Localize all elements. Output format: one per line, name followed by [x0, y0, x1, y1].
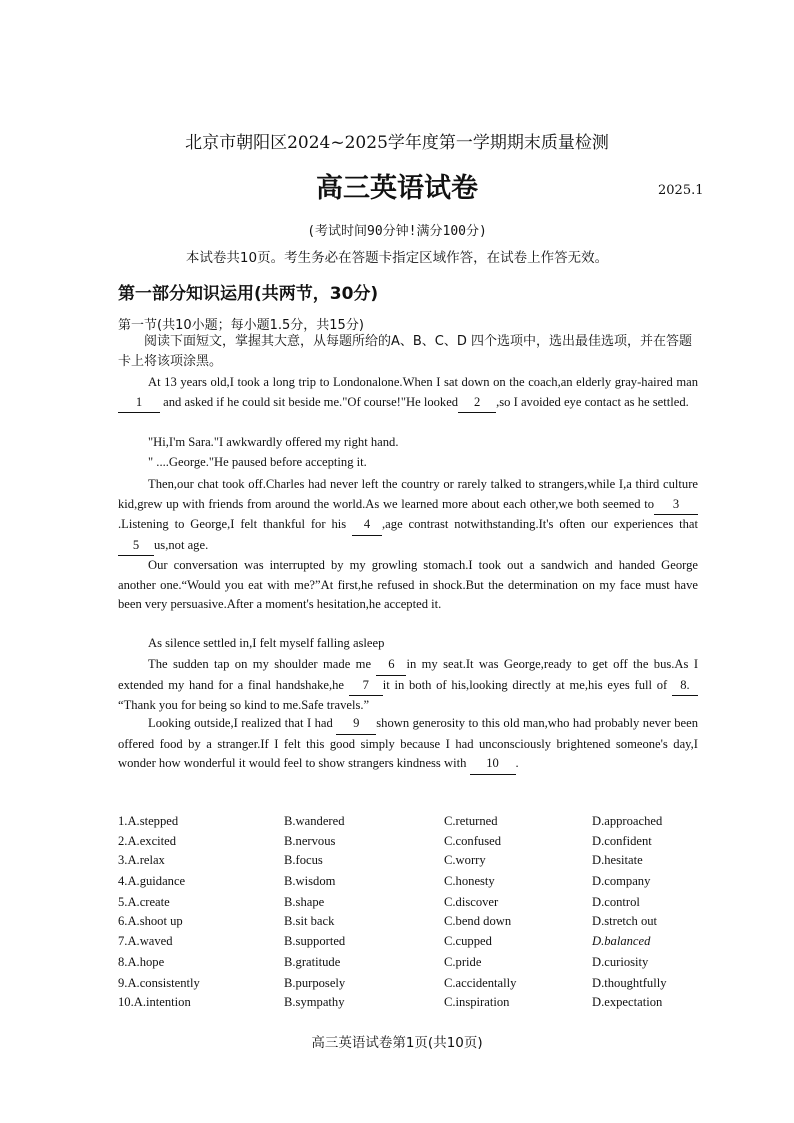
blank-5: 5 [118, 536, 154, 557]
option-b: B.focus [284, 853, 323, 867]
option-b: B.sit back [284, 914, 335, 928]
option-c: C.discover [444, 895, 499, 909]
option-c: C.worry [444, 853, 486, 867]
option-d: D.stretch out [592, 914, 658, 928]
option-a: 5.A.create [118, 895, 170, 909]
option-row-2 [118, 834, 698, 854]
option-d: D.hesitate [592, 853, 643, 867]
option-d: D.curiosity [592, 955, 649, 969]
option-d: D.approached [592, 814, 663, 828]
blank-2: 2 [458, 393, 496, 414]
exam-date: 2025.1 [658, 183, 704, 198]
passage-paragraph-3: " ....George."He paused before accepting it. [148, 455, 367, 469]
option-row-1 [118, 814, 698, 834]
option-a: 9.A.consistently [118, 976, 200, 990]
option-d: D.expectation [592, 995, 663, 1009]
option-a: 10.A.intention [118, 995, 191, 1009]
section-heading: 第一节(共10小题；每小题1.5分，共15分) [118, 318, 364, 333]
exam-timing: (考试时间90分钟!满分100分) [307, 224, 487, 239]
page-footer: 高三英语试卷第1页(共10页) [311, 1035, 483, 1051]
blank-10: 10 [470, 754, 516, 775]
passage-text: in my seat.It was George,ready to get off the bus.As I extended my hand for a final handshake,he [118, 657, 699, 692]
blank-3: 3 [654, 495, 698, 516]
part-heading: 第一部分知识运用(共两节，30分) [118, 284, 379, 304]
option-d: D.control [592, 895, 640, 909]
option-b: B.sympathy [284, 995, 345, 1009]
option-b: B.purposely [284, 976, 346, 990]
option-row-7 [118, 934, 698, 954]
option-b: B.shape [284, 895, 325, 909]
passage-text: ,age contrast notwithstanding.It's often our experiences that [382, 517, 698, 532]
option-a: 8.A.hope [118, 955, 165, 969]
passage-paragraph-4 [118, 475, 698, 556]
option-a: 1.A.stepped [118, 814, 179, 828]
exam-notice: 本试卷共10页。考生务必在答题卡指定区域作答，在试卷上作答无效。 [185, 250, 609, 266]
option-d: D.thoughtfully [592, 976, 667, 990]
passage-text: Looking outside,I realized that I had [148, 716, 337, 730]
option-d: D.balanced [592, 934, 651, 948]
blank-7: 7 [349, 676, 383, 697]
passage-text: shown generosity to this old man,who had probably never been offered food by a stranger.If I felt this good simply because I had unconsciously brightened someone's day,I wonder how wonderful it would feel to show strangers kindness with [118, 716, 698, 771]
option-d: D.confident [592, 834, 652, 848]
option-b: B.nervous [284, 834, 336, 848]
option-a: 6.A.shoot up [118, 914, 183, 928]
option-b: B.wandered [284, 814, 345, 828]
passage-paragraph-2: "Hi,I'm Sara."I awkwardly offered my right hand. [148, 435, 399, 449]
option-c: C.cupped [444, 934, 492, 948]
passage-text: ,so I avoided eye contact as he settled. [496, 394, 689, 409]
exam-title: 高三英语试卷 [316, 173, 478, 204]
option-row-6 [118, 914, 698, 934]
blank-8: 8. [672, 676, 698, 697]
option-c: C.confused [444, 834, 502, 848]
passage-text: “Thank you for being so kind to me.Safe travels.” [118, 698, 370, 713]
passage-text: The sudden tap on my shoulder made me [148, 657, 377, 671]
option-a: 3.A.relax [118, 853, 165, 867]
blank-9: 9 [336, 714, 376, 735]
instructions: 阅读下面短文，掌握其大意，从每题所给的A、B、C、D 四个选项中，选出最佳选项，并在答题卡上将该项涂黑。 [118, 334, 693, 369]
option-row-10 [118, 995, 698, 1015]
option-a: 7.A.waved [118, 934, 173, 948]
passage-paragraph-6: As silence settled in,I felt myself falling asleep [148, 636, 385, 650]
passage-text: .Listening to George,I felt thankful for his [118, 517, 353, 532]
option-c: C.accidentally [444, 976, 517, 990]
blank-1: 1 [118, 393, 160, 414]
exam-header: 北京市朝阳区2024~2025学年度第一学期期末质量检测 [185, 133, 609, 153]
option-c: C.pride [444, 955, 482, 969]
passage-paragraph-5: Our conversation was interrupted by my growling stomach.I took out a sandwich and handed George another one.“Would you eat with me?”At first,he refused in shock.But the determination on my face must have been very persuasive.After a moment's hesitation,he accepted it. [118, 558, 698, 612]
option-b: B.gratitude [284, 955, 341, 969]
option-c: C.returned [444, 814, 498, 828]
option-row-4 [118, 874, 698, 894]
option-d: D.company [592, 874, 651, 888]
option-a: 4.A.guidance [118, 874, 186, 888]
passage-text: and asked if he could sit beside me."Of course!"He looked [160, 394, 459, 409]
option-row-9 [118, 976, 698, 996]
passage-text: Then,our chat took off.Charles had never left the country or rarely talked to strangers,while I,a third culture kid,grew up with friends from around the world.As we learned more about each other,we both seemed to [118, 477, 698, 511]
option-row-5 [118, 895, 698, 915]
passage-paragraph-8 [118, 714, 698, 775]
option-b: B.wisdom [284, 874, 336, 888]
option-c: C.honesty [444, 874, 495, 888]
blank-6: 6 [376, 655, 406, 676]
option-row-3 [118, 853, 698, 873]
passage-text: us,not age. [154, 537, 209, 552]
blank-4: 4 [352, 515, 382, 536]
passage-paragraph-7 [118, 655, 698, 716]
option-a: 2.A.excited [118, 834, 177, 848]
option-b: B.supported [284, 934, 346, 948]
passage-text: it in both of his,looking directly at me,his eyes full of [382, 677, 672, 692]
option-c: C.bend down [444, 914, 512, 928]
option-c: C.inspiration [444, 995, 510, 1009]
passage-paragraph-1 [118, 373, 698, 413]
passage-text: . [515, 756, 519, 771]
option-row-8 [118, 955, 698, 975]
passage-text: At 13 years old,I took a long trip to Londonalone.When I sat down on the coach,an elderly gray-haired man [148, 375, 698, 389]
